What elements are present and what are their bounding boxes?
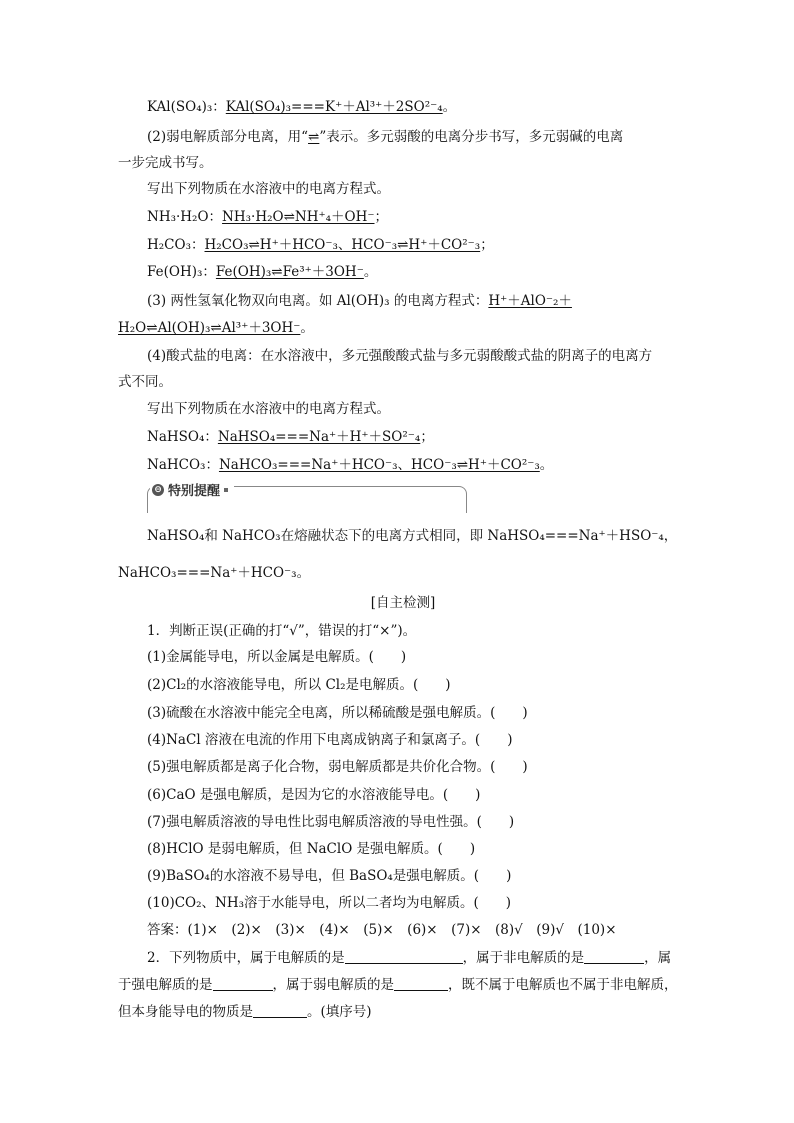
q1-item: (10)CO₂、NH₃溶于水能导电，所以二者均为电解质。( ) [147, 895, 512, 911]
q2-text: ，既不属于电解质也不属于非电解质， [448, 977, 678, 993]
q1-stem: 1．判断正误(正确的打“√”，错误的打“×”)。 [147, 623, 417, 639]
q2-line-1 [147, 948, 687, 968]
answer-blank[interactable] [584, 949, 644, 964]
line-p4: (4)酸式盐的电离：在水溶液中，多元强酸酸式盐与多元弱酸酸式盐的阴离子的电离方 [147, 348, 653, 364]
answer-blank[interactable] [394, 976, 448, 991]
text: (3) 两性氢氧化物双向电离。如 Al(OH)₃ 的电离方程式： [147, 293, 489, 309]
tail: 。 [300, 320, 314, 336]
q1-answer: 答案：(1)× (2)× (3)× (4)× (5)× (6)× (7)× (8)√ (9)√ (10)× [147, 922, 617, 938]
q2-text: ，属于弱电解质的是 [272, 977, 394, 993]
answer-blank[interactable] [213, 976, 273, 991]
q2-line-2 [118, 975, 688, 995]
q2-text: 。(填序号) [307, 1004, 372, 1020]
line-kal [147, 97, 687, 117]
label: H₂CO₃： [147, 237, 205, 253]
label: NaHSO₄： [147, 429, 218, 445]
line-p2 [147, 127, 687, 147]
line-p2b: 一步完成书写。 [118, 155, 213, 171]
answer: NH₃·H₂O⇌NH⁺₄＋OH⁻ [222, 209, 375, 225]
q2-text: 2．下列物质中，属于电解质的是 [147, 950, 345, 966]
tip-label [150, 480, 234, 499]
q1-item: (1)金属能导电，所以金属是电解质。( ) [147, 649, 407, 665]
answer: NaHCO₃===Na⁺＋HCO⁻₃、HCO⁻₃⇌H⁺＋CO²⁻₃ [218, 457, 540, 473]
q1-item: (4)NaCl 溶液在电流的作用下电离成钠离子和氯离子。( ) [147, 732, 513, 748]
q1-item: (5)强电解质都是离子化合物，弱电解质都是共价化合物。( ) [147, 759, 528, 775]
tip-line-2: NaHCO₃===Na⁺＋HCO⁻₃。 [118, 565, 311, 581]
tail: 。 [442, 99, 457, 115]
answer: KAl(SO₄)₃===K⁺＋Al³⁺＋2SO²⁻₄ [225, 99, 443, 115]
tail: 。 [363, 264, 378, 280]
answer-blank[interactable] [345, 949, 463, 964]
tail: ； [480, 237, 494, 253]
line-nahso4 [147, 427, 687, 447]
answer: Fe(OH)₃⇌Fe³⁺＋3OH⁻ [215, 264, 364, 280]
text: (2)弱电解质部分电离，用“ [147, 129, 309, 145]
q1-item: (2)Cl₂的水溶液能导电，所以 Cl₂是电解质。( ) [147, 677, 451, 693]
answer: H₂O⇌Al(OH)₃⇌Al³⁺＋3OH⁻ [118, 320, 301, 336]
line-nahco3 [147, 455, 687, 475]
answer-blank[interactable] [253, 1003, 307, 1018]
line-nh3 [147, 207, 687, 227]
q2-line-3 [118, 1002, 688, 1022]
line-write1: 写出下列物质在水溶液中的电离方程式。 [147, 181, 390, 197]
answer: ⇌ [308, 129, 320, 145]
answer: H₂CO₃⇌H⁺＋HCO⁻₃、HCO⁻₃⇌H⁺＋CO²⁻₃ [204, 237, 481, 253]
q1-item: (8)HClO 是弱电解质，但 NaClO 是强电解质。( ) [147, 841, 476, 857]
line-p3b [118, 318, 688, 338]
q1-item: (9)BaSO₄的水溶液不易导电，但 BaSO₄是强电解质。( ) [147, 868, 512, 884]
answer: H⁺＋AlO⁻₂＋ [488, 293, 572, 309]
line-feoh [147, 262, 687, 282]
line-p4b: 式不同。 [118, 374, 172, 390]
label: KAl(SO₄)₃： [147, 99, 226, 115]
q2-text: ，属 [644, 950, 672, 966]
tail: 。 [539, 457, 554, 473]
tail: ； [374, 209, 388, 225]
answer: NaHSO₄===Na⁺＋H⁺＋SO²⁻₄ [217, 429, 421, 445]
q1-item: (6)CaO 是强电解质，是因为它的水溶液能导电。( ) [147, 787, 481, 803]
tail: ； [420, 429, 434, 445]
line-h2co3 [147, 235, 687, 255]
q2-text: 于强电解质的是 [118, 977, 213, 993]
label: NaHCO₃： [147, 457, 219, 473]
tip-dot-icon [224, 488, 228, 492]
line-p3 [147, 291, 687, 311]
line-write2: 写出下列物质在水溶液中的电离方程式。 [147, 401, 390, 417]
tip-line-1: NaHSO₄和 NaHCO₃在熔融状态下的电离方式相同，即 NaHSO₄===Na⁺＋HSO⁻₄， [147, 528, 678, 544]
tail: ”表示。多元弱酸的电离分步书写，多元弱碱的电离 [319, 129, 624, 145]
q2-text: ，属于非电解质的是 [462, 950, 585, 966]
label: NH₃·H₂O： [147, 209, 223, 225]
tip-label-text: 特别提醒 [168, 484, 221, 499]
q1-item: (3)硫酸在水溶液中能完全电离，所以稀硫酸是强电解质。( ) [147, 705, 528, 721]
section-title: [自主检测] [370, 595, 436, 611]
q2-text: 但本身能导电的物质是 [118, 1004, 253, 1020]
tip-icon: ⊖ [152, 484, 164, 496]
q1-item: (7)强电解质溶液的导电性比弱电解质溶液的导电性强。( ) [147, 814, 515, 830]
label: Fe(OH)₃： [147, 264, 216, 280]
